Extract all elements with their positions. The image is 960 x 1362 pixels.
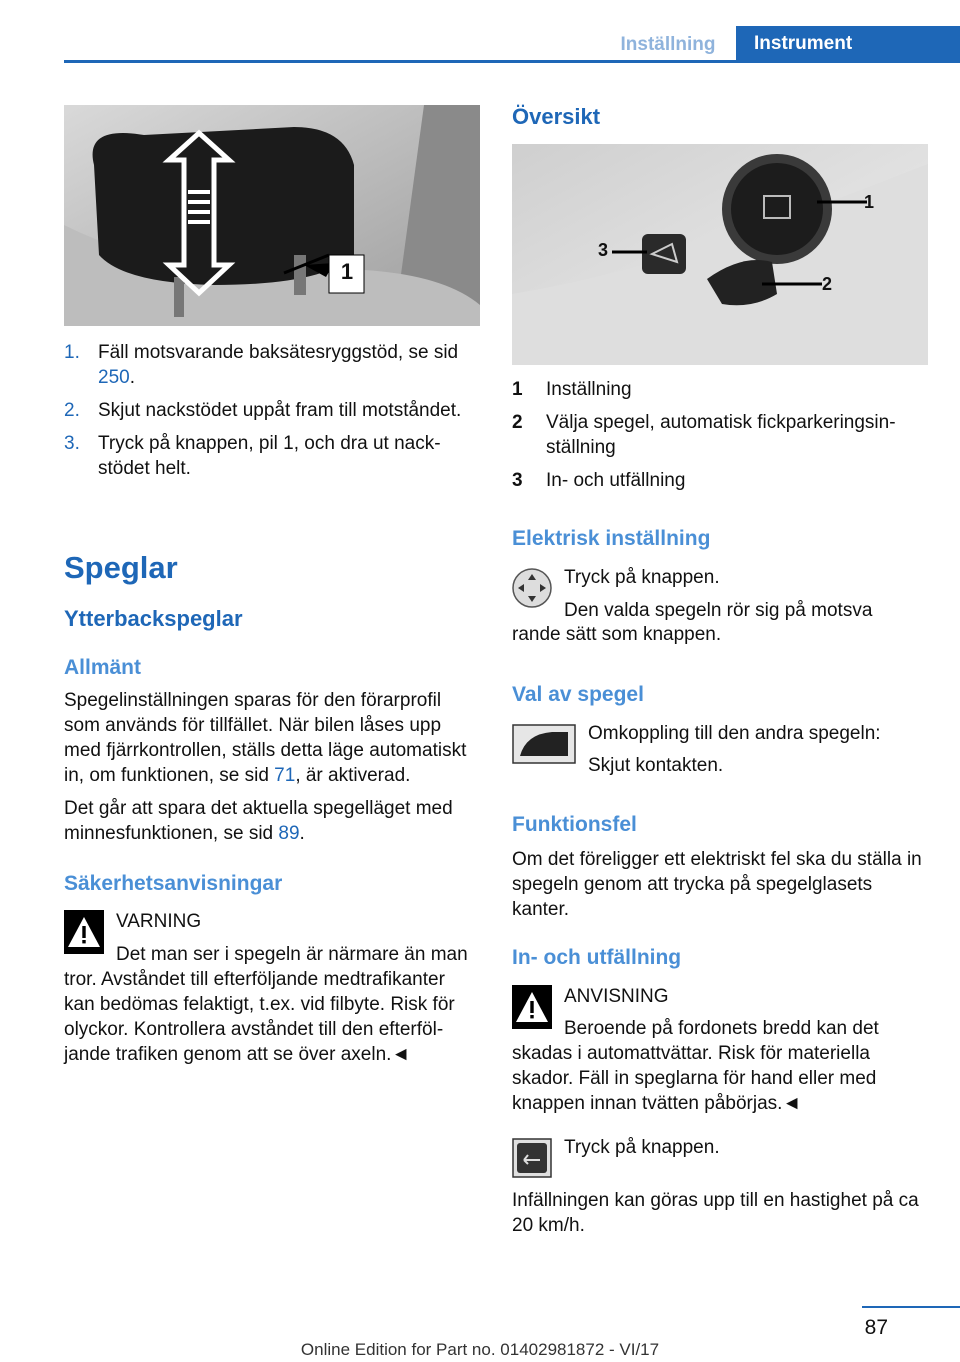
heading-funktionsfel: Funktionsfel: [512, 813, 637, 836]
step-1: 1. Fäll motsvarande baksätesryggstöd, se sid 250.: [64, 342, 459, 388]
heading-in-och-utfallning: In- och utfällning: [512, 946, 682, 969]
footer-rule: [862, 1306, 960, 1308]
elektrisk-text-1: Tryck på knappen.: [564, 567, 720, 588]
controls-callout-1: 1: [864, 192, 875, 212]
notice-text-first: Beroende på fordonets bredd kan det: [564, 1018, 879, 1039]
header-tab-installning[interactable]: Inställning: [620, 34, 716, 55]
page-number: 87: [864, 1316, 888, 1339]
header-rule: [64, 60, 960, 63]
controls-legend: [512, 377, 928, 501]
headrest-steps: [64, 340, 480, 489]
link-page-89[interactable]: 89: [278, 823, 300, 844]
step-2: 2. Skjut nackstödet uppåt fram till motståndet.: [64, 400, 462, 421]
notice-label: ANVISNING: [564, 986, 669, 1007]
mirror-controls-figure: [512, 144, 928, 365]
heading-val-av-spegel: Val av spegel: [512, 683, 644, 706]
warning-icon: [64, 910, 104, 954]
step-3: 3. Tryck på knappen, pil 1, och dra ut nackstödet helt.: [64, 433, 441, 479]
heading-allmant: Allmänt: [64, 656, 142, 679]
controls-callout-3: 3: [598, 240, 609, 260]
header-tab-instrument[interactable]: Instrument: [736, 26, 960, 63]
elektrisk-text-2: rande sätt som knappen.: [512, 624, 722, 645]
headrest-callout-1: 1: [340, 259, 354, 284]
warning-label: VARNING: [116, 911, 202, 932]
link-page-250[interactable]: 250: [98, 367, 130, 388]
notice-text: skadas i automattvättar. Risk för materiella skador. Fäll in speglarna för hand eller med knappen innan tvätten påbörjas.◄: [512, 1043, 877, 1114]
link-page-71[interactable]: 71: [274, 765, 296, 786]
adjust-button-icon: [512, 568, 552, 608]
infall-text-1: Tryck på knappen.: [564, 1137, 720, 1158]
heading-elektrisk-installning: Elektrisk inställning: [512, 527, 711, 550]
allmant-text: Spegelinställningen sparas för den förarprofil som används för tillfället. När bilen låses upp med fjärrkontrollen, ställs detta läge automatiskt in, om funktionen, se sid 71, är aktiverad. Det går att spara det aktuella spegelläget med minnesfunktionen, se sid 89.: [64, 690, 467, 844]
subsection-title-ytterbackspeglar: Ytterbackspeglar: [64, 606, 243, 631]
mirror-select-switch-icon: [512, 724, 576, 764]
fold-button-icon: [512, 1138, 552, 1178]
legend-item-2: 2 Välja spegel, automatisk fickparkeringsinställning: [512, 412, 896, 458]
notice-icon: [512, 985, 552, 1029]
elektrisk-text-2-first: Den valda spegeln rör sig på motsva: [564, 600, 873, 621]
infall-text-2: Infällningen kan göras upp till en hastighet på ca 20 km/h.: [512, 1190, 919, 1236]
heading-oversikt: Översikt: [512, 104, 601, 129]
section-title-speglar: Speglar: [64, 550, 178, 585]
legend-item-3: 3 In- och utfällning: [512, 470, 686, 491]
footer-edition: Online Edition for Part no. 01402981872 - VI/17: [300, 1340, 660, 1359]
warning-text: tror. Avståndet till efterföljande medtrafikanter kan bedömas felaktigt, t.ex. vid filbyte. Risk för olyckor. Kontrollera avståndet till den efterföljande trafiken genom att se över axeln.◄: [64, 969, 455, 1065]
heading-sakerhetsanvisningar: Säkerhetsanvisningar: [64, 872, 283, 895]
warning-text-first: Det man ser i spegeln är närmare än man: [116, 944, 468, 965]
val-text-2: Skjut kontakten.: [588, 755, 724, 776]
val-text-1: Omkoppling till den andra spegeln:: [588, 723, 881, 744]
headrest-figure: [64, 105, 480, 326]
controls-callout-2: 2: [822, 274, 833, 294]
legend-item-1: 1 Inställning: [512, 379, 632, 400]
funktionsfel-text: Om det föreligger ett elektriskt fel ska du ställa in spegeln genom att trycka på spegelglasets kanter.: [512, 849, 922, 920]
